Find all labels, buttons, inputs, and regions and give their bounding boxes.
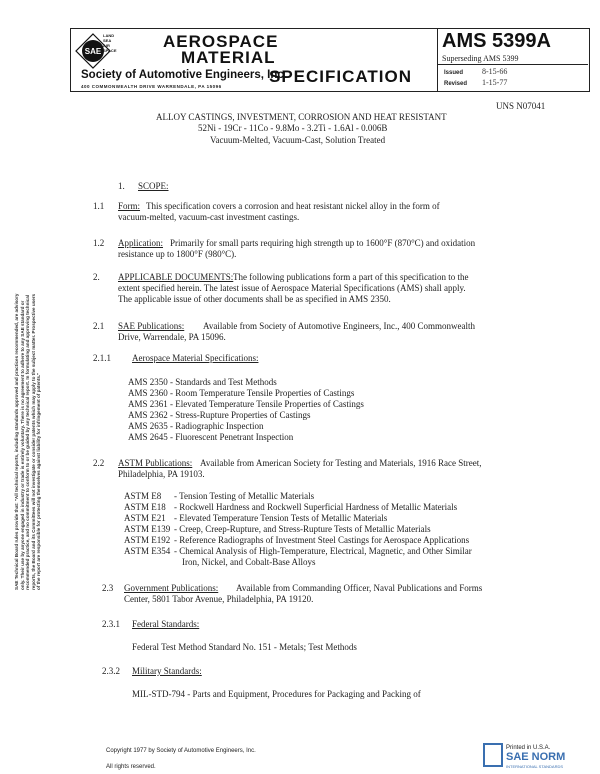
section-2-1-1-num: 2.1.1 [93, 353, 111, 363]
header-box [70, 28, 590, 92]
logo-side-text: LAND SEA AIR SPACE [103, 33, 117, 53]
section-2-line2: extent specified herein. The latest issue of Aerospace Material Specifications (AMS) shall apply. [118, 283, 466, 293]
section-2-1-num: 2.1 [93, 321, 105, 331]
sidebar-notice: SAE Technical Board rules provide that: "All technical reports, including standards approved and practices recommended, are advisory only. Their use by anyone engaged in industry or trade is entirely voluntary. There is no agreement to adhere to any SAE standard or recommended practice, and no commitment to conform to or be guided by any technical report. In formulating and approving technical reports, the Board and its Committees will not investigate or consider patents which may apply to the subject matter. Prospective users of the report are responsible for protecting themselves against liability for infringement of patents." [14, 293, 42, 590]
copyright: Copyright 1977 by Society of Automotive Engineers, Inc. [106, 748, 256, 754]
section-1-1-title: Form: [118, 201, 141, 211]
section-2-3-2-title: Military Standards: [132, 666, 202, 676]
ams-number: AMS 5399A [442, 30, 551, 52]
section-2-1-line1: Available from Society of Automotive Engineers, Inc., 400 Commonwealth [203, 321, 476, 331]
section-1-1-line1: This specification covers a corrosion and heat resistant nickel alloy in the form of [146, 201, 440, 211]
doc-title-line3: Vacuum-Melted, Vacuum-Cast, Solution Treated [210, 135, 386, 145]
section-2-2-num: 2.2 [93, 458, 105, 468]
section-2-3-title: Government Publications: [124, 583, 219, 593]
list-item: AMS 2361 - Elevated Temperature Tensile Properties of Castings [128, 399, 364, 409]
section-2-3-num: 2.3 [102, 583, 114, 593]
astm-desc: - Creep, Creep-Rupture, and Stress-Rupture Tests of Metallic Materials [174, 524, 431, 534]
society-name: Society of Automotive Engineers, Inc. [81, 69, 287, 81]
astm-desc: - Rockwell Hardness and Rockwell Superficial Hardness of Metallic Materials [174, 502, 458, 512]
revised-label: Revised [444, 81, 468, 87]
section-1-2-title: Application: [118, 238, 163, 248]
section-2-2-title: ASTM Publications: [118, 458, 193, 468]
section-1-2-line1: Primarily for small parts requiring high strength up to 1600°F (870°C) and oxidation [170, 238, 476, 248]
section-2-1-title: SAE Publications: [118, 321, 185, 331]
section-2-title: APPLICABLE DOCUMENTS: [118, 272, 234, 282]
astm-desc: - Tension Testing of Metallic Materials [174, 491, 315, 501]
astm-code: ASTM E18 [124, 502, 166, 512]
uns-number: UNS N07041 [496, 101, 546, 111]
section-2-3-1-title: Federal Standards: [132, 619, 200, 629]
section-2-3-1-num: 2.3.1 [102, 619, 120, 629]
rights: All rights reserved. [106, 764, 156, 770]
section-2-line1: The following publications form a part of this specification to the [233, 272, 469, 282]
section-2-3-2-num: 2.3.2 [102, 666, 120, 676]
section-2-2-line2: Philadelphia, PA 19103. [118, 469, 205, 479]
astm-code: ASTM E354 [124, 546, 171, 556]
astm-code: ASTM E139 [124, 524, 171, 534]
list-item: AMS 2645 - Fluorescent Penetrant Inspection [128, 432, 294, 442]
list-item: AMS 2360 - Room Temperature Tensile Properties of Castings [128, 388, 355, 398]
section-2-1-1-title: Aerospace Material Specifications: [132, 353, 259, 363]
issued-date: 8-15-66 [482, 67, 508, 76]
section-1-num: 1. [118, 181, 125, 191]
section-1-2-line2: resistance up to 1800°F (980°C). [118, 249, 237, 259]
list-item: AMS 2362 - Stress-Rupture Properties of Castings [128, 410, 311, 420]
printed-in: Printed in U.S.A. [506, 745, 551, 751]
section-1-1-line2: vacuum-melted, vacuum-cast investment castings. [118, 212, 300, 222]
astm-desc: - Chemical Analysis of High-Temperature, Electrical, Magnetic, and Other Similar [174, 546, 472, 556]
section-2-3-2-line1: MIL-STD-794 - Parts and Equipment, Procedures for Packaging and Packing of [132, 689, 421, 699]
astm-code: ASTM E192 [124, 535, 171, 545]
section-2-2-line1: Available from American Society for Testing and Materials, 1916 Race Street, [200, 458, 482, 468]
watermark-text: SAE NORM [506, 751, 566, 763]
list-item: AMS 2350 - Standards and Test Methods [128, 377, 277, 387]
section-2-3-line2: Center, 5801 Tabor Avenue, Philadelphia, PA 19120. [124, 594, 314, 604]
section-2-3-line1: Available from Commanding Officer, Naval Publications and Forms [236, 583, 483, 593]
astm-code: ASTM E8 [124, 491, 162, 501]
revised-date: 1-15-77 [482, 78, 508, 87]
astm-desc: - Reference Radiographs of Investment Steel Castings for Aerospace Applications [174, 535, 470, 545]
section-1-2-num: 1.2 [93, 238, 105, 248]
title-specification: SPECIFICATION [269, 67, 413, 86]
title-material: MATERIAL [181, 48, 276, 67]
section-2-line3: The applicable issue of other documents shall be as specified in AMS 2350. [118, 294, 391, 304]
list-item: AMS 2635 - Radiographic Inspection [128, 421, 264, 431]
section-1-title: SCOPE: [138, 181, 169, 191]
superseding: Superseding AMS 5399 [442, 54, 519, 63]
astm-code: ASTM E21 [124, 513, 166, 523]
issued-label: Issued [444, 70, 464, 76]
logo-letters: SAE [84, 47, 102, 56]
astm-desc: - Elevated Temperature Tension Tests of Metallic Materials [174, 513, 388, 523]
doc-title-line2: 52Ni - 19Cr - 11Co - 9.8Mo - 3.2Ti - 1.6Al - 0.006B [198, 123, 388, 133]
section-2-3-1-line1: Federal Test Method Standard No. 151 - Metals; Test Methods [132, 642, 357, 652]
section-2-1-line2: Drive, Warrendale, PA 15096. [118, 332, 226, 342]
panel-divider [438, 64, 588, 65]
section-1-1-num: 1.1 [93, 201, 105, 211]
section-2-num: 2. [93, 272, 100, 282]
society-address: 400 COMMONWEALTH DRIVE WARRENDALE, PA 15096 [81, 84, 222, 89]
doc-title-line1: ALLOY CASTINGS, INVESTMENT, CORROSION AND HEAT RESISTANT [156, 112, 447, 122]
astm-desc-cont: Iron, Nickel, and Cobalt-Base Alloys [182, 557, 316, 567]
spec-id-panel [437, 29, 589, 91]
sae-norm-watermark-icon [482, 742, 600, 772]
title-aerospace: AEROSPACE [163, 32, 279, 51]
watermark-subtext: INTERNATIONAL STANDARDS [506, 764, 564, 769]
